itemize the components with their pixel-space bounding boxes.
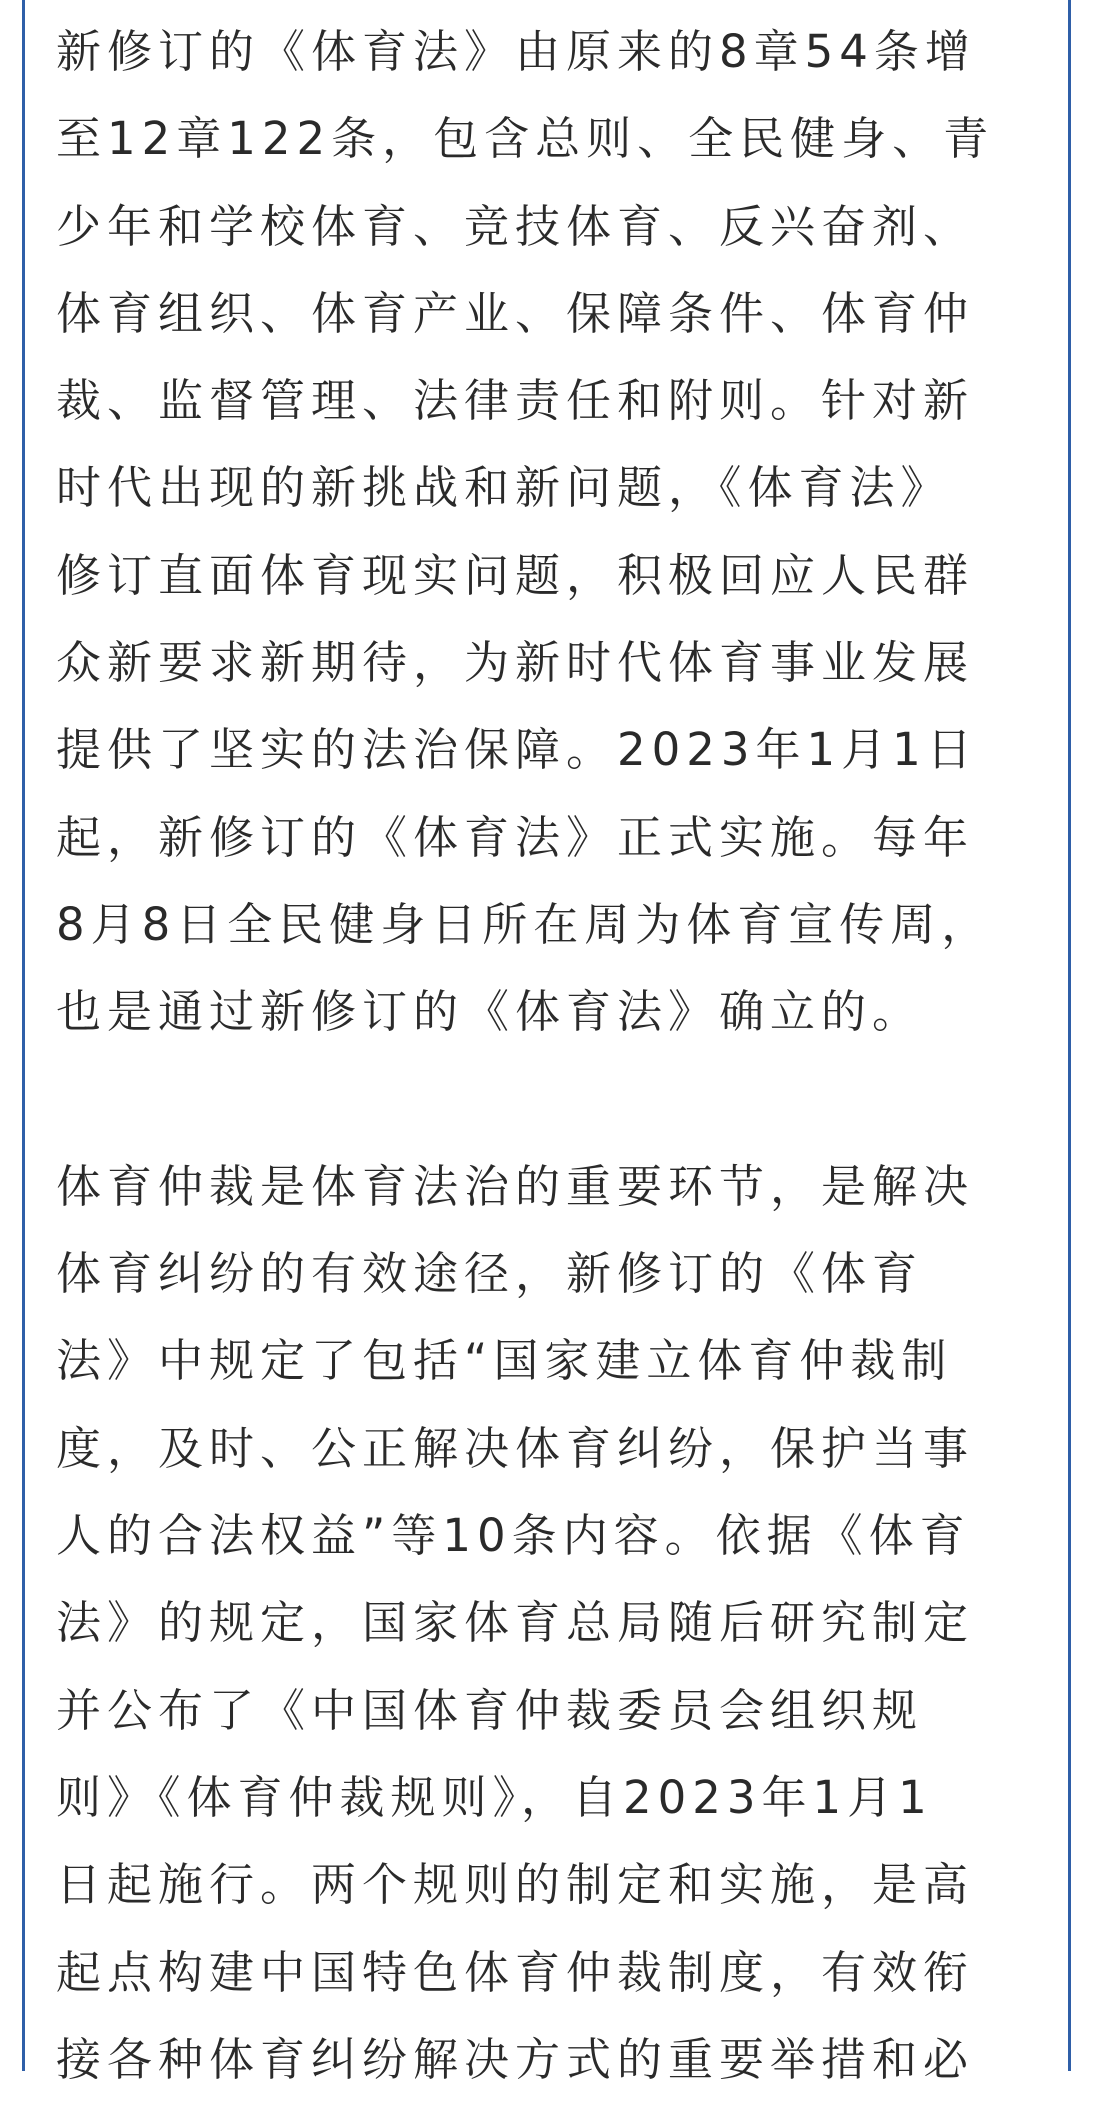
paragraph-line: 少年和学校体育、竞技体育、反兴奋剂、 [56, 199, 975, 253]
paragraph-line: 时代出现的新挑战和新问题，《体育法》 [56, 461, 952, 515]
paragraph-line: 起点构建中国特色体育仲裁制度，有效衔 [56, 1945, 975, 1999]
paragraph-line: 法》中规定了包括“国家建立体育仲裁制 [56, 1334, 953, 1388]
paragraph-line: 至12章122条，包含总则、全民健身、青 [56, 112, 995, 166]
paragraph-line: 则》《体育仲裁规则》，自2023年1月1 [56, 1770, 933, 1824]
paragraph-line: 体育纠纷的有效途径，新修订的《体育 [56, 1247, 924, 1301]
paragraph-line: 人的合法权益”等10条内容。依据《体育 [56, 1509, 971, 1563]
paragraph-line: 并公布了《中国体育仲裁委员会组织规 [56, 1683, 924, 1737]
paragraph-sports-arbitration [56, 1143, 1046, 2103]
paragraph-line: 起，新修订的《体育法》正式实施。每年 [56, 810, 975, 864]
paragraph-line: 裁、监督管理、法律责任和附则。针对新 [56, 374, 975, 428]
paragraph-spacer [56, 1056, 1046, 1143]
paragraph-line: 修订直面体育现实问题，积极回应人民群 [56, 548, 975, 602]
paragraph-line: 日起施行。两个规则的制定和实施，是高 [56, 1858, 975, 1912]
paragraph-line: 也是通过新修订的《体育法》确立的。 [56, 985, 924, 1039]
article-body [56, 8, 1046, 2103]
paragraph-line: 众新要求新期待，为新时代体育事业发展 [56, 636, 975, 690]
paragraph-line: 法》的规定，国家体育总局随后研究制定 [56, 1596, 975, 1650]
paragraph-line: 体育组织、体育产业、保障条件、体育仲 [56, 286, 975, 340]
paragraph-line: 8月8日全民健身日所在周为体育宣传周， [56, 897, 993, 951]
paragraph-line: 接各种体育纠纷解决方式的重要举措和必 [56, 2032, 975, 2086]
paragraph-sports-law-revision [56, 8, 1046, 1056]
paragraph-line: 新修订的《体育法》由原来的8章54条增 [56, 25, 976, 78]
paragraph-line: 体育仲裁是体育法治的重要环节，是解决 [56, 1159, 975, 1213]
paragraph-line: 度，及时、公正解决体育纠纷，保护当事 [56, 1421, 975, 1475]
paragraph-line: 提供了坚实的法治保障。2023年1月1日 [56, 723, 978, 777]
